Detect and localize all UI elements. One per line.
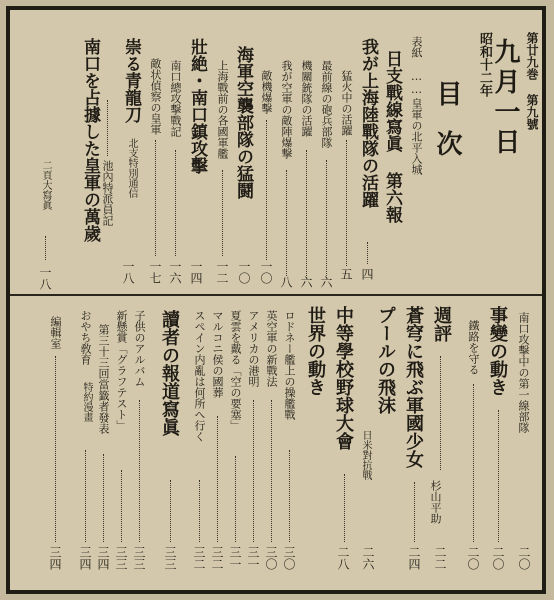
toc-entry-title: 子供のアルバム: [133, 310, 146, 387]
toc-entry-subtitle: 特約漫畫: [81, 382, 92, 422]
toc-heading: 目次: [432, 80, 462, 180]
page-number: 六: [319, 276, 333, 288]
page-number: 一六: [168, 260, 182, 284]
page-number: 六: [299, 276, 313, 288]
toc-entry-title: 上海戰前の各國軍艦: [216, 60, 229, 159]
toc-entry-title: アメリカの港明: [247, 310, 260, 387]
page-number: 一八: [38, 266, 52, 290]
toc-entry-title: 夏雲を戴る「空の要塞」: [229, 310, 242, 431]
page-number: 二〇: [491, 546, 505, 570]
page-number: 三二: [192, 546, 206, 570]
page-number: 八: [279, 276, 293, 288]
page-number: 五: [339, 268, 353, 280]
page-number: 二〇: [466, 546, 480, 570]
page-number: 二〇: [517, 546, 531, 570]
toc-entry-title: 池內特派員記: [101, 160, 114, 226]
toc-entry-title: 第三十三回當籤者發表: [97, 324, 110, 434]
page-number: 四: [360, 268, 374, 280]
cover-text: 皇軍の北平入城: [410, 98, 423, 175]
page-number: 一〇: [259, 260, 273, 284]
page-number: 一八: [121, 260, 135, 284]
toc-entry-title: 事變の動き: [487, 306, 508, 396]
section-divider: [10, 294, 542, 296]
cover-sep: ……: [410, 70, 423, 96]
toc-entry-title: 崇る青龍刀: [121, 38, 141, 123]
table-of-contents-page: [6, 6, 546, 594]
toc-entry-title: プールの飛沫: [375, 306, 396, 414]
page-number: 三四: [78, 546, 92, 570]
page-number: 二八: [336, 546, 350, 570]
page-number: 三〇: [264, 546, 278, 570]
toc-entry-title: 猛火中の活躍: [340, 70, 353, 136]
toc-entry-title: 英空軍の新戰法: [265, 310, 278, 387]
toc-entry-title: 週評: [431, 306, 452, 342]
page-number: 三四: [48, 546, 62, 570]
page-number: 二四: [407, 546, 421, 570]
page-number: 三二: [210, 546, 224, 570]
toc-entry-title: マルコニ侯の國葬: [211, 310, 224, 398]
toc-entry-title: 敵状偵察の皇軍: [149, 58, 162, 135]
page-number: 三三: [132, 546, 146, 570]
toc-entry-subtitle: 日米對抗戰: [360, 430, 371, 480]
toc-entry-title: 新懸賞「グラフテスト」: [115, 310, 128, 431]
page-number: 三三: [114, 546, 128, 570]
issue-era: 昭和十二年: [477, 32, 492, 97]
page-number: 三〇: [282, 546, 296, 570]
toc-entry-title: 南口を占據した皇軍の萬歲: [80, 38, 100, 242]
toc-entry-title: 南口攻擊中の第一線部隊: [517, 312, 530, 433]
page-number: 三一: [228, 546, 242, 570]
toc-entry-title: 我が空軍の敵陣爆撃: [280, 60, 293, 159]
issue-volume: 第廿九巻 第九號: [525, 32, 539, 130]
toc-entry-title: 壯絶・南口鎮攻擊: [187, 38, 207, 174]
toc-entry-subtitle: 北支特別通信: [126, 138, 137, 198]
toc-entry-title: 日支戰線寫眞 第六報: [382, 50, 402, 223]
page-number: 三四: [96, 546, 110, 570]
toc-entry-title: 我が上海陸戰隊の活躍: [358, 38, 378, 208]
page-number: 一二: [215, 260, 229, 284]
toc-entry-title: 南口總攻擊戰記: [169, 60, 182, 137]
page-number: 三一: [246, 546, 260, 570]
toc-entry-title: 敵機爆擊: [260, 70, 273, 114]
toc-entry-title: 鐵路を守る: [467, 320, 480, 375]
cover-label: 表紙: [410, 36, 423, 58]
toc-entry-title: 編輯室: [49, 316, 62, 349]
toc-entry-title: 蒼穹に飛ぶ軍國少女: [403, 306, 424, 468]
toc-entry-title: スペイン内亂は何所へ行く: [193, 310, 206, 442]
toc-entry-author: 杉山平助: [429, 480, 442, 524]
toc-entry-title: ロドネー艦上の操艦戰: [283, 310, 296, 420]
toc-entry-title: 海軍空襲部隊の猛鬪: [233, 46, 253, 199]
page-number: 一〇: [237, 260, 251, 284]
toc-entry-subtitle: 二頁大寫眞: [40, 160, 51, 210]
page-number: 二六: [361, 546, 375, 570]
page-number: 一七: [148, 260, 162, 284]
page-number: 一四: [189, 260, 203, 284]
toc-entry-title: 讀者の報道寫眞: [159, 310, 180, 436]
toc-entry-title: 機關銃隊の活躍: [300, 60, 313, 137]
toc-entry-title: 世界の動き: [305, 306, 326, 396]
page-number: 三三: [163, 546, 177, 570]
toc-entry-title: 最前線の砲兵部隊: [320, 60, 333, 148]
toc-entry-title: 中等學校野球大會: [333, 306, 354, 450]
toc-entry-title: おやち敎育: [79, 310, 92, 365]
issue-date: 九月一日: [490, 38, 520, 158]
page-number: 二二: [433, 546, 447, 570]
